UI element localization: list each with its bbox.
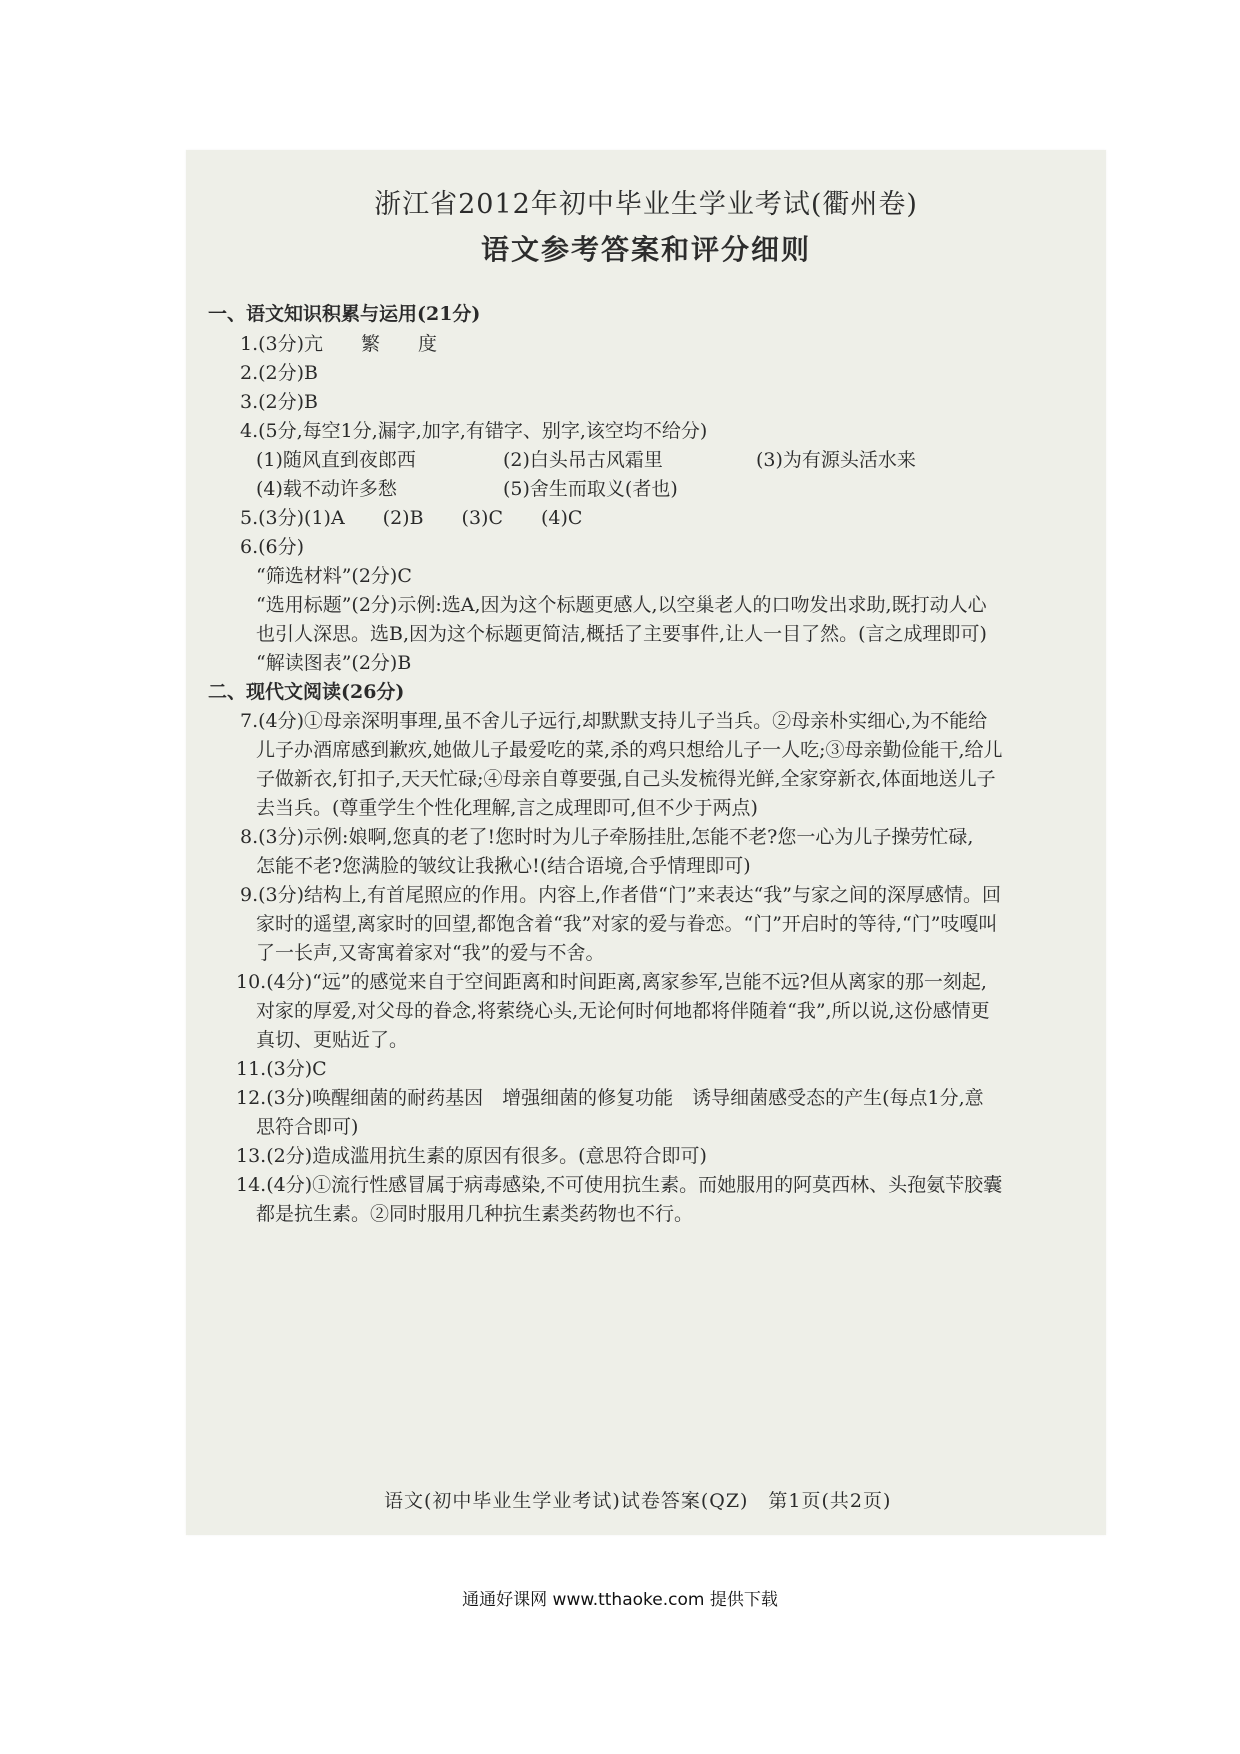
answer-7-line4: 去当兵。(尊重学生个性化理解,言之成理即可,但不少于两点) [256,797,758,819]
answer-3: 3.(2分)B [240,391,319,413]
answer-8-line1: 8.(3分)示例:娘啊,您真的老了!您时时为儿子牵肠挂肚,怎能不老?您一心为儿子操劳忙碌, [240,826,974,848]
answer-9-line3: 了一长声,又寄寓着家对“我”的爱与不舍。 [256,942,605,964]
answer-4-sub-4: (4)载不动许多愁 [256,478,397,500]
answer-14-line2: 都是抗生素。②同时服用几种抗生素类药物也不行。 [256,1203,694,1225]
answer-2: 2.(2分)B [240,362,319,384]
answer-6: 6.(6分) [240,536,305,558]
answer-6-part-b-line2: 也引人深思。选B,因为这个标题更简洁,概括了主要事件,让人一目了然。(言之成理即可) [256,623,987,645]
answer-8-line2: 怎能不老?您满脸的皱纹让我揪心!(结合语境,合乎情理即可) [256,855,751,877]
document-title: 浙江省2012年初中毕业生学业考试(衢州卷) [374,189,918,220]
answer-7-line3: 子做新衣,钉扣子,天天忙碌;④母亲自尊要强,自己头发梳得光鲜,全家穿新衣,体面地送儿子 [256,768,996,790]
answer-4-sub-3: (3)为有源头活水来 [756,449,916,471]
answer-6-part-c: “解读图表”(2分)B [256,652,412,674]
answer-4: 4.(5分,每空1分,漏字,加字,有错字、别字,该空均不给分) [240,420,708,442]
answer-10-line1: 10.(4分)“远”的感觉来自于空间距离和时间距离,离家参军,岂能不远?但从离家的那一刻起, [236,971,987,993]
answer-10-line2: 对家的厚爱,对父母的眷念,将萦绕心头,无论何时何地都将伴随着“我”,所以说,这份感情更 [256,1000,990,1022]
page-footer: 语文(初中毕业生学业考试)试卷答案(QZ) 第1页(共2页) [384,1490,892,1512]
answer-12-line1: 12.(3分)唤醒细菌的耐药基因 增强细菌的修复功能 诱导细菌感受态的产生(每点1分,意 [236,1087,984,1109]
answer-9-line1: 9.(3分)结构上,有首尾照应的作用。内容上,作者借“门”来表达“我”与家之间的深厚感情。回 [240,884,1001,906]
answer-4-sub-1: (1)随风直到夜郎西 [256,449,416,471]
answer-5: 5.(3分)(1)A (2)B (3)C (4)C [240,507,583,529]
answer-6-part-b-line1: “选用标题”(2分)示例:选A,因为这个标题更感人,以空巢老人的口吻发出求助,既打动人心 [256,594,987,616]
answer-4-sub-5: (5)舍生而取义(者也) [503,478,678,500]
answer-6-part-a: “筛选材料”(2分)C [256,565,412,587]
answer-7-line2: 儿子办酒席感到歉疚,她做儿子最爱吃的菜,杀的鸡只想给儿子一人吃;③母亲勤俭能干,给儿 [256,739,1003,761]
section-heading-2: 二、现代文阅读(26分) [208,681,405,703]
answer-4-sub-2: (2)白头吊古风霜里 [503,449,663,471]
answer-10-line3: 真切、更贴近了。 [256,1029,409,1051]
answer-11: 11.(3分)C [236,1058,327,1080]
answer-1: 1.(3分)亢 繁 度 [240,333,438,355]
section-heading-1: 一、语文知识积累与运用(21分) [208,303,481,325]
download-credit: 通通好课网 www.tthaoke.com 提供下载 [462,1590,778,1610]
answer-13: 13.(2分)造成滥用抗生素的原因有很多。(意思符合即可) [236,1145,707,1167]
document-subtitle: 语文参考答案和评分细则 [480,233,811,266]
scanned-page [186,150,1106,1535]
answer-9-line2: 家时的遥望,离家时的回望,都饱含着“我”对家的爱与眷恋。“门”开启时的等待,“门”吱嘎叫 [256,913,998,935]
answer-12-line2: 思符合即可) [256,1116,359,1138]
answer-7-line1: 7.(4分)①母亲深明事理,虽不舍儿子远行,却默默支持儿子当兵。②母亲朴实细心,为不能给 [240,710,988,732]
answer-14-line1: 14.(4分)①流行性感冒属于病毒感染,不可使用抗生素。而她服用的阿莫西林、头孢氨苄胶囊 [236,1174,1003,1196]
